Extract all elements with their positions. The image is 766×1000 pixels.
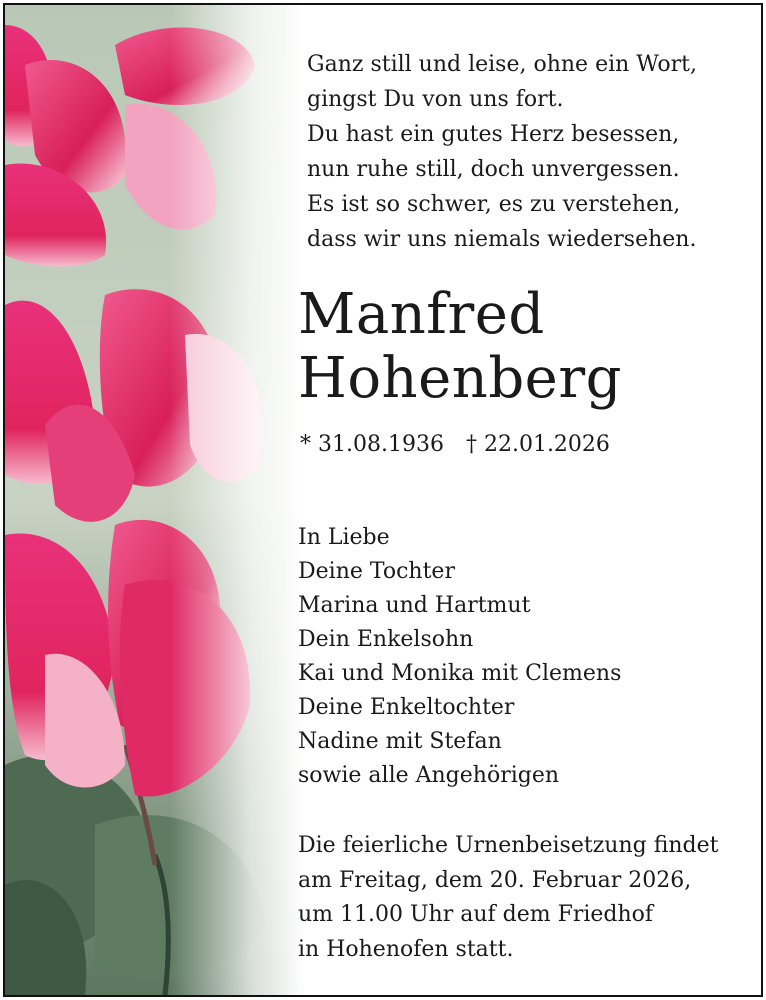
poem-line: dass wir uns niemals wiedersehen. (307, 227, 697, 252)
first-name: Manfred (298, 282, 545, 347)
funeral-line: Die feierliche Urnenbeisetzung findet (298, 833, 719, 858)
funeral-line: um 11.00 Uhr auf dem Friedhof (298, 902, 654, 927)
family-line: Deine Tochter (298, 559, 455, 584)
family-line: In Liebe (298, 525, 390, 550)
funeral-line: in Hohenofen statt. (298, 936, 514, 962)
funeral-notice (298, 829, 719, 967)
funeral-line: am Freitag, dem 20. Februar 2026, (298, 867, 692, 893)
poem-line: Ganz still und leise, ohne ein Wort, (307, 52, 698, 77)
death-date: † 22.01.2026 (465, 432, 610, 457)
poem-line: Es ist so schwer, es zu verstehen, (307, 192, 681, 217)
poem-line: Du hast ein gutes Herz besessen, (307, 122, 680, 147)
life-dates (300, 430, 610, 460)
family-line: Dein Enkelsohn (298, 627, 474, 652)
birth-date: * 31.08.1936 (300, 432, 444, 457)
family-line: sowie alle Angehörigen (298, 763, 560, 788)
family-line: Marina und Hartmut (298, 593, 531, 618)
last-name: Hohenberg (298, 346, 622, 411)
obituary-text (5, 5, 761, 995)
family-line: Kai und Monika mit Clemens (298, 661, 622, 686)
poem-line: gingst Du von uns fort. (307, 87, 564, 112)
poem-line: nun ruhe still, doch unvergessen. (307, 157, 680, 182)
memorial-poem (307, 47, 697, 257)
family-signatures (298, 521, 621, 793)
family-line: Deine Enkeltochter (298, 695, 515, 720)
deceased-name (298, 283, 622, 411)
obituary-frame (3, 3, 763, 997)
family-line: Nadine mit Stefan (298, 729, 502, 754)
